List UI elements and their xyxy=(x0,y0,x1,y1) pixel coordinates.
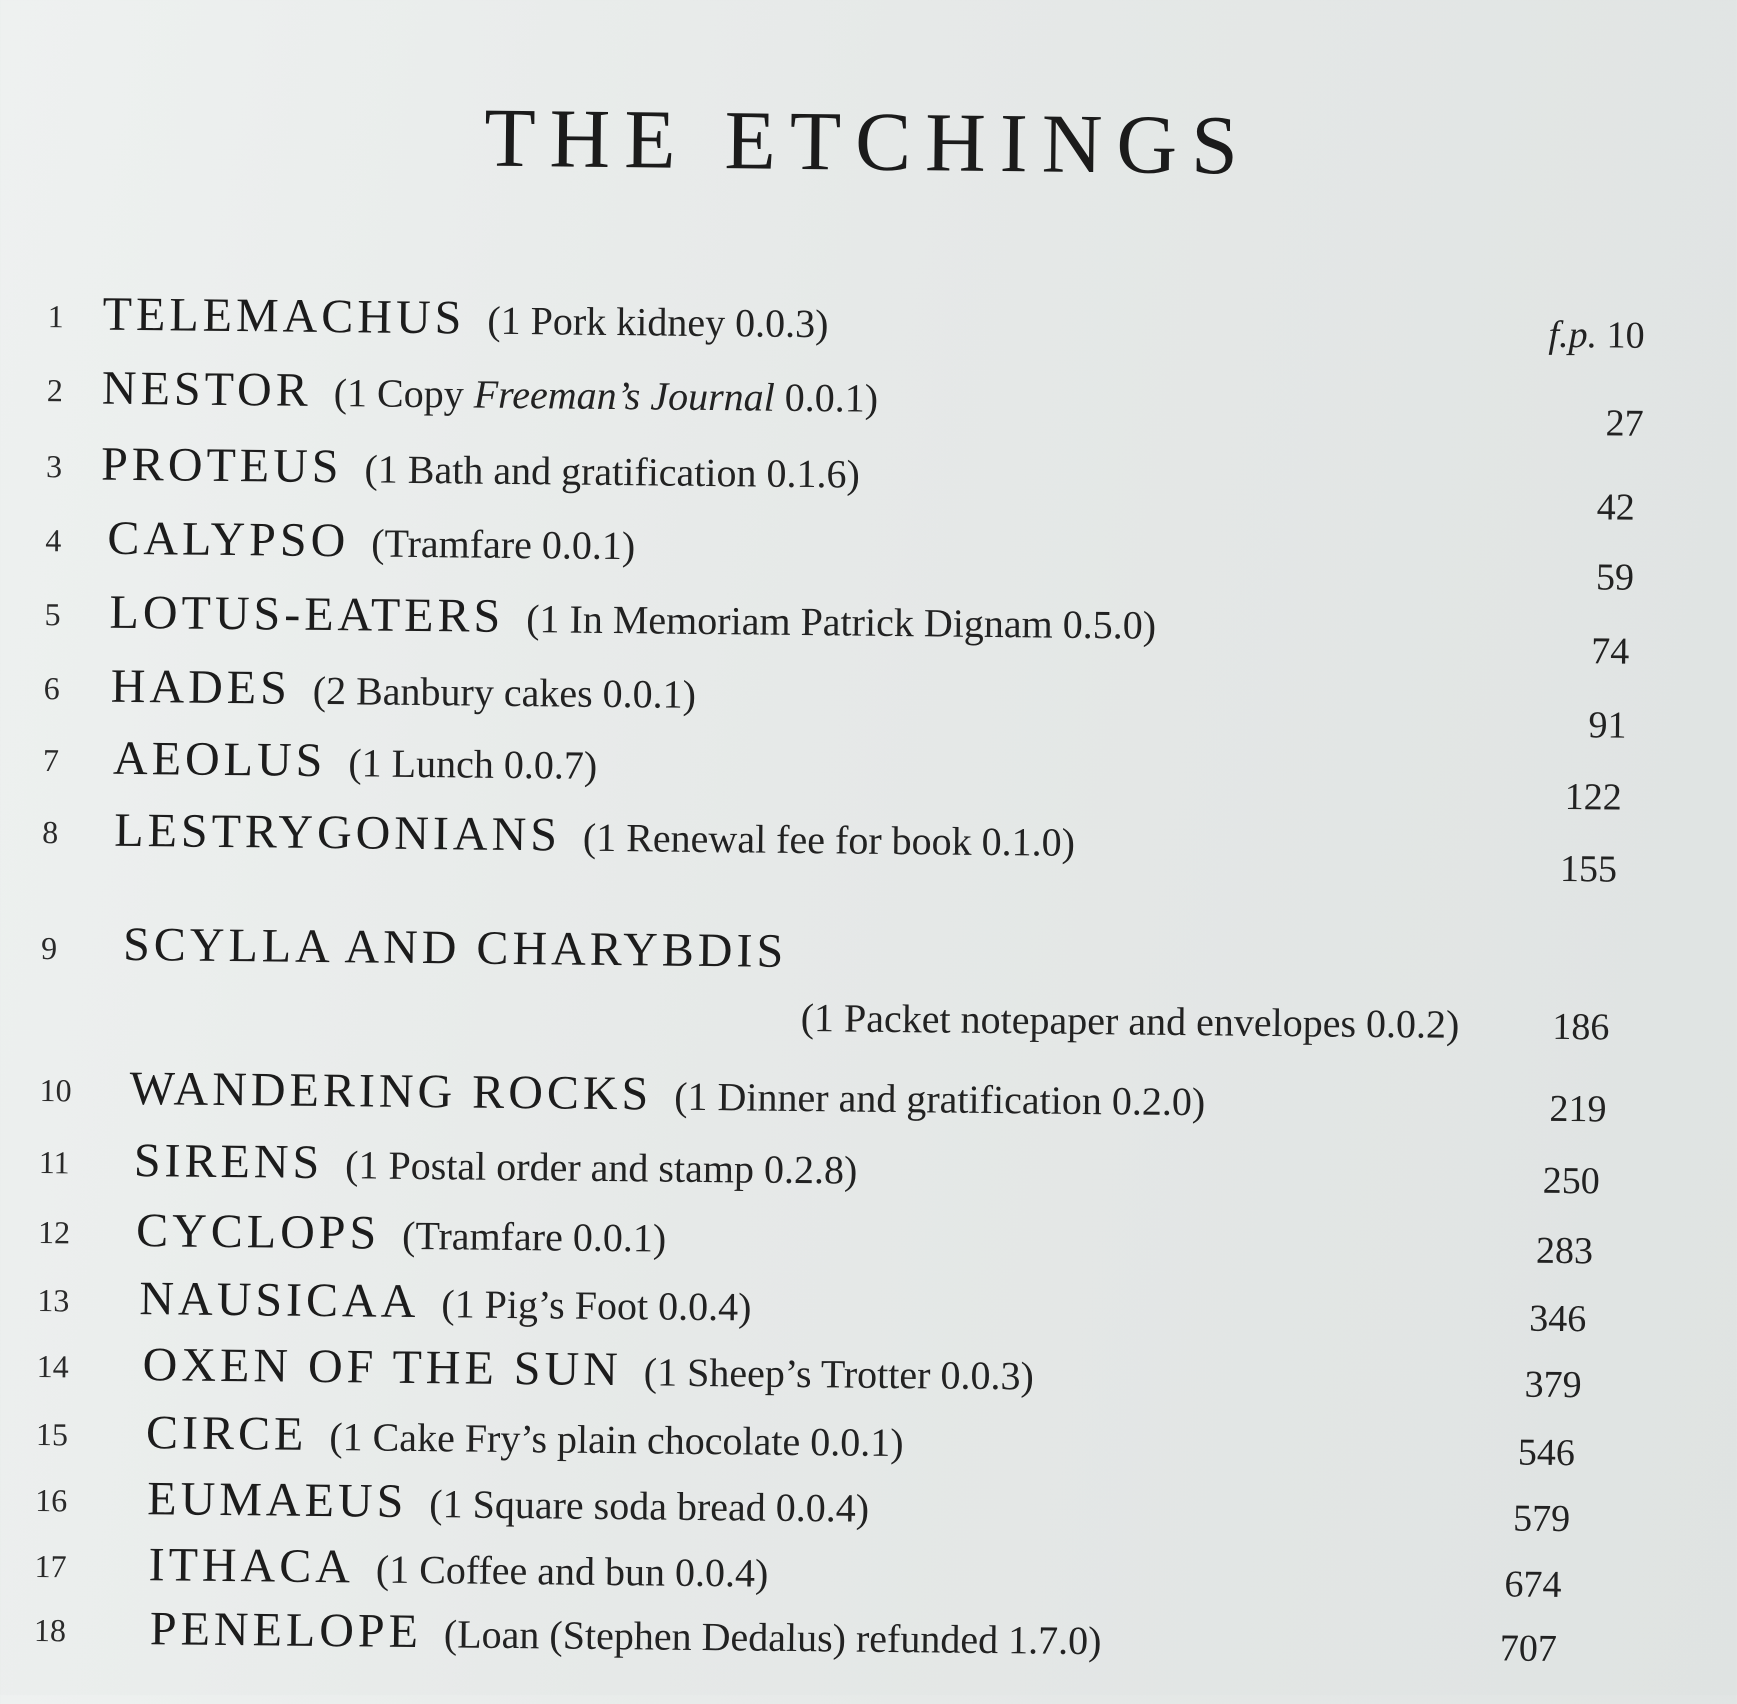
entry-number: 17 xyxy=(34,1548,67,1585)
toc-entry-calypso xyxy=(45,505,1643,599)
toc-entry-lestrygonians xyxy=(42,797,1640,891)
page-number: 379 xyxy=(1524,1363,1582,1407)
page-number: 707 xyxy=(1499,1627,1558,1670)
episode-item: (Tramfare 0.0.1) xyxy=(401,1212,667,1261)
toc-entry-proteus xyxy=(45,431,1644,529)
episode-name: NESTOR xyxy=(101,361,313,417)
toc-entry-telemachus xyxy=(47,281,1645,358)
episode-name: PENELOPE xyxy=(149,1602,423,1659)
page-number: 122 xyxy=(1564,776,1622,819)
entry-number: 2 xyxy=(46,372,64,409)
episode-name: LOTUS-EATERS xyxy=(109,585,505,643)
entry-number: 12 xyxy=(37,1214,71,1251)
page-number: 27 xyxy=(1605,402,1644,445)
newspaper-title: Freeman’s Journal xyxy=(473,371,776,420)
toc-entry-scylla-and-charybdis xyxy=(40,913,1638,1050)
episode-item: (1 Pig’s Foot 0.0.4) xyxy=(441,1281,752,1330)
episode-item: (1 Postal order and stamp 0.2.8) xyxy=(344,1142,858,1193)
entry-number: 11 xyxy=(38,1144,70,1181)
page-number: 579 xyxy=(1512,1497,1571,1541)
toc-entry-eumaeus xyxy=(35,1465,1633,1542)
page-number: 91 xyxy=(1588,704,1627,747)
page-number: 186 xyxy=(1552,1005,1610,1049)
page-number: 219 xyxy=(1549,1087,1607,1131)
entry-number: 6 xyxy=(43,670,60,707)
entry-number: 15 xyxy=(35,1416,69,1453)
toc-entry-oxen-of-the-sun xyxy=(36,1331,1634,1408)
episode-name: EUMAEUS xyxy=(147,1472,408,1528)
episode-item: (1 Renewal fee for book 0.1.0) xyxy=(582,814,1076,865)
page-number: 59 xyxy=(1595,556,1635,599)
episode-name: HADES xyxy=(110,659,292,715)
entry-number: 1 xyxy=(47,298,64,335)
toc-entry-ithaca xyxy=(34,1531,1632,1608)
toc-entry-cyclops xyxy=(38,1197,1636,1274)
episode-item: (1 Dinner and gratification 0.2.0) xyxy=(674,1073,1206,1125)
episode-item: (Tramfare 0.0.1) xyxy=(371,520,636,569)
toc-entry-lotus-eaters xyxy=(44,579,1642,673)
episode-name: CALYPSO xyxy=(107,511,350,568)
page-number: 74 xyxy=(1591,630,1630,673)
episode-name: TELEMACHUS xyxy=(102,287,466,345)
episode-name: OXEN OF THE SUN xyxy=(142,1338,623,1397)
episode-item: (1 Lunch 0.0.7) xyxy=(348,740,598,788)
page-number: 346 xyxy=(1529,1297,1587,1341)
toc-entry-sirens xyxy=(39,1127,1637,1204)
entry-number: 8 xyxy=(42,814,59,851)
episode-item: (1 Copy Freeman’s Journal 0.0.1) xyxy=(333,370,879,421)
episode-item: (1 Packet notepaper and envelopes 0.0.2) xyxy=(800,995,1460,1047)
episode-name: PROTEUS xyxy=(100,437,343,494)
page-number: 283 xyxy=(1535,1229,1594,1273)
page-title: THE ETCHINGS xyxy=(483,91,1253,193)
toc-entry-nestor xyxy=(46,355,1645,445)
entry-number: 9 xyxy=(40,930,58,967)
episode-name: CYCLOPS xyxy=(135,1204,381,1260)
page-number: 250 xyxy=(1542,1159,1600,1203)
entry-number: 4 xyxy=(45,522,62,559)
episode-name: SIRENS xyxy=(133,1134,324,1190)
page-number: 155 xyxy=(1559,847,1618,891)
episode-item: (2 Banbury cakes 0.0.1) xyxy=(312,667,697,717)
entry-number: 10 xyxy=(39,1072,72,1109)
episode-name: CIRCE xyxy=(145,1406,308,1461)
episode-item: (Loan (Stephen Dedalus) refunded 1.7.0) xyxy=(443,1611,1102,1664)
episode-item: (1 Square soda bread 0.0.4) xyxy=(429,1481,870,1531)
page-number: 546 xyxy=(1517,1431,1576,1475)
entry-number: 7 xyxy=(42,742,60,779)
episode-name: SCYLLA AND CHARYBDIS xyxy=(122,917,788,978)
episode-name: AEOLUS xyxy=(112,731,327,788)
episode-name: WANDERING ROCKS xyxy=(129,1061,653,1121)
entry-number: 13 xyxy=(37,1282,70,1319)
episode-name: NAUSICAA xyxy=(139,1272,420,1329)
page-number: 42 xyxy=(1596,486,1635,529)
toc-entry-aeolus xyxy=(42,725,1641,819)
episode-item: (1 In Memoriam Patrick Dignam 0.5.0) xyxy=(525,596,1157,648)
toc-entry-wandering-rocks xyxy=(39,1055,1637,1132)
entry-number: 18 xyxy=(33,1612,67,1649)
toc-entry-penelope xyxy=(34,1595,1632,1672)
entry-number: 16 xyxy=(35,1482,68,1519)
toc-entry-hades xyxy=(43,653,1642,747)
entry-number: 3 xyxy=(45,448,63,485)
page-number: 674 xyxy=(1504,1563,1562,1607)
episode-item: (1 Bath and gratification 0.1.6) xyxy=(364,446,861,497)
toc-entry-circe xyxy=(36,1399,1634,1476)
page-number: f.p. 10 xyxy=(1548,313,1645,357)
episode-item: (1 Cake Fry’s plain chocolate 0.0.1) xyxy=(329,1414,904,1466)
entry-number: 5 xyxy=(44,596,61,633)
episode-name: LESTRYGONIANS xyxy=(114,803,562,862)
facing-page-label: f.p. xyxy=(1548,313,1598,357)
episode-item: (1 Coffee and bun 0.0.4) xyxy=(375,1546,769,1596)
entry-number: 14 xyxy=(36,1348,69,1385)
episode-name: ITHACA xyxy=(148,1538,355,1594)
episode-item: (1 Sheep’s Trotter 0.0.3) xyxy=(643,1349,1035,1399)
toc-entry-nausicaa xyxy=(37,1265,1635,1342)
episode-item: (1 Pork kidney 0.0.3) xyxy=(487,297,829,347)
